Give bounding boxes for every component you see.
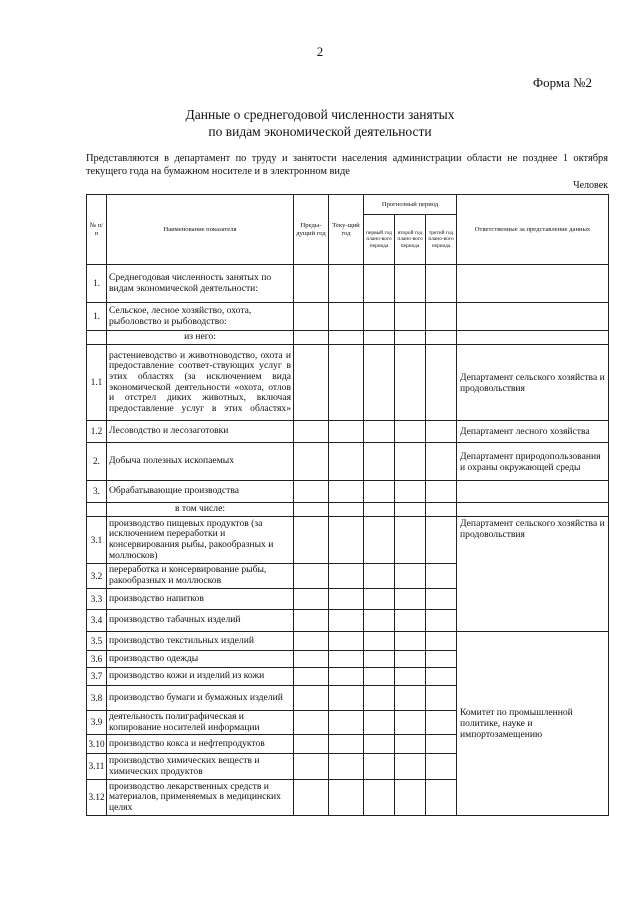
row-name: Сельское, лесное хозяйство, охота, рыболовство и рыбоводство:: [107, 303, 294, 331]
row-num: 3.3: [87, 589, 107, 610]
cell-first-year[interactable]: [364, 651, 395, 668]
header-prev-year: Преды-дущий год: [294, 195, 329, 265]
table-row: [87, 517, 609, 564]
cell-third-year[interactable]: [426, 632, 457, 651]
cell-current-year[interactable]: [329, 668, 364, 686]
header-num: № п/п: [87, 195, 107, 265]
table-row: [87, 265, 609, 303]
row-name: Обрабатывающие производства: [107, 481, 294, 503]
header-first-year: первый год плано-вого периода: [364, 215, 395, 265]
cell-third-year[interactable]: [426, 443, 457, 481]
intro-text: Представляются в департамент по труду и занятости населения администрации области не позднее 1 октября текущего года на бумажном носителе и в электронном виде: [86, 153, 608, 177]
cell-current-year[interactable]: [329, 517, 364, 564]
cell-prev-year[interactable]: [294, 345, 329, 421]
cell-first-year[interactable]: [364, 421, 395, 443]
cell-responsible: [457, 331, 609, 345]
cell-first-year[interactable]: [364, 345, 395, 421]
row-name: из него:: [107, 331, 294, 345]
table-row: [87, 303, 609, 331]
cell-prev-year[interactable]: [294, 754, 329, 780]
page-number: 2: [316, 44, 324, 59]
row-num: 1.1: [87, 345, 107, 421]
responsible-agriculture-2: Департамент сельского хозяйства и продовольствия: [457, 517, 609, 632]
cell-second-year[interactable]: [395, 632, 426, 651]
row-num: 3.5: [87, 632, 107, 651]
cell-prev-year[interactable]: [294, 517, 329, 564]
cell-current-year[interactable]: [329, 564, 364, 589]
cell-current-year[interactable]: [329, 711, 364, 735]
cell-first-year[interactable]: [364, 754, 395, 780]
row-name: производство химических веществ и химических продуктов: [107, 754, 294, 780]
cell-first-year[interactable]: [364, 443, 395, 481]
row-name: производство бумаги и бумажных изделий: [107, 686, 294, 711]
cell-prev-year[interactable]: [294, 610, 329, 632]
cell-third-year[interactable]: [426, 651, 457, 668]
row-name: растениеводство и животноводство, охота и предоставление соответ-ствующих услуг в этих областях (за исключением вида экономической деятельности «охота, отлов и отстрел диких животных, включая предоставление услуг в этих областях»: [107, 345, 294, 421]
cell-first-year[interactable]: [364, 589, 395, 610]
cell-prev-year[interactable]: [294, 668, 329, 686]
row-name: переработка и консервирование рыбы, ракообразных и моллюсков: [107, 564, 294, 589]
cell-prev-year[interactable]: [294, 331, 329, 345]
cell-second-year[interactable]: [395, 331, 426, 345]
title-line-2: по видам экономической деятельности: [208, 124, 432, 139]
row-num: 3.2: [87, 564, 107, 589]
cell-first-year[interactable]: [364, 503, 395, 517]
cell-first-year[interactable]: [364, 517, 395, 564]
cell-current-year[interactable]: [329, 503, 364, 517]
responsible-forestry: Департамент лесного хозяйства: [457, 421, 609, 443]
row-num: 3.6: [87, 651, 107, 668]
table-row: [87, 345, 609, 421]
cell-first-year[interactable]: [364, 668, 395, 686]
cell-second-year[interactable]: [395, 345, 426, 421]
cell-third-year[interactable]: [426, 711, 457, 735]
row-num: 1.: [87, 265, 107, 303]
cell-prev-year[interactable]: [294, 686, 329, 711]
cell-current-year[interactable]: [329, 589, 364, 610]
row-name: производство одежды: [107, 651, 294, 668]
cell-responsible: [457, 481, 609, 503]
cell-first-year[interactable]: [364, 686, 395, 711]
cell-second-year[interactable]: [395, 711, 426, 735]
unit-label: Человек: [573, 180, 608, 191]
cell-second-year[interactable]: [395, 668, 426, 686]
row-num: 3.10: [87, 735, 107, 754]
cell-prev-year[interactable]: [294, 632, 329, 651]
employment-table: [86, 194, 609, 816]
table-row: [87, 443, 609, 481]
cell-current-year[interactable]: [329, 303, 364, 331]
row-name: Лесоводство и лесозаготовки: [107, 421, 294, 443]
cell-third-year[interactable]: [426, 303, 457, 331]
row-num: [87, 503, 107, 517]
cell-second-year[interactable]: [395, 421, 426, 443]
cell-current-year[interactable]: [329, 443, 364, 481]
row-num: [87, 331, 107, 345]
responsible-industry: Комитет по промышленной политике, науке и импортозамещению: [457, 632, 609, 816]
cell-third-year[interactable]: [426, 754, 457, 780]
cell-prev-year[interactable]: [294, 711, 329, 735]
title-line-1: Данные о среднегодовой численности занятых: [185, 107, 455, 122]
table-row: [87, 421, 609, 443]
header-current-year: Теку-щий год: [329, 195, 364, 265]
cell-current-year[interactable]: [329, 686, 364, 711]
cell-first-year[interactable]: [364, 564, 395, 589]
cell-second-year[interactable]: [395, 686, 426, 711]
cell-current-year[interactable]: [329, 345, 364, 421]
cell-second-year[interactable]: [395, 564, 426, 589]
row-num: 1.: [87, 303, 107, 331]
cell-first-year[interactable]: [364, 331, 395, 345]
cell-third-year[interactable]: [426, 686, 457, 711]
row-name: производство табачных изделий: [107, 610, 294, 632]
row-name: производство кожи и изделий из кожи: [107, 668, 294, 686]
cell-second-year[interactable]: [395, 651, 426, 668]
cell-third-year[interactable]: [426, 517, 457, 564]
document-title: [0, 106, 640, 140]
cell-third-year[interactable]: [426, 345, 457, 421]
cell-prev-year[interactable]: [294, 564, 329, 589]
cell-second-year[interactable]: [395, 503, 426, 517]
cell-first-year[interactable]: [364, 711, 395, 735]
cell-responsible: [457, 265, 609, 303]
cell-prev-year[interactable]: [294, 265, 329, 303]
header-second-year: второй год плано-вого периода: [395, 215, 426, 265]
cell-first-year[interactable]: [364, 481, 395, 503]
row-num: 3.1: [87, 517, 107, 564]
cell-third-year[interactable]: [426, 668, 457, 686]
cell-third-year[interactable]: [426, 780, 457, 816]
cell-current-year[interactable]: [329, 754, 364, 780]
cell-prev-year[interactable]: [294, 651, 329, 668]
row-num: 3.9: [87, 711, 107, 735]
row-name: производство кокса и нефтепродуктов: [107, 735, 294, 754]
row-num: 3.4: [87, 610, 107, 632]
cell-prev-year[interactable]: [294, 443, 329, 481]
cell-prev-year[interactable]: [294, 589, 329, 610]
cell-current-year[interactable]: [329, 265, 364, 303]
cell-second-year[interactable]: [395, 610, 426, 632]
cell-third-year[interactable]: [426, 481, 457, 503]
cell-second-year[interactable]: [395, 589, 426, 610]
cell-second-year[interactable]: [395, 754, 426, 780]
cell-responsible: [457, 303, 609, 331]
cell-third-year[interactable]: [426, 331, 457, 345]
row-name: производство пищевых продуктов (за исключением переработки и консервирования рыбы, ракообразных и моллюсков): [107, 517, 294, 564]
cell-second-year[interactable]: [395, 303, 426, 331]
cell-second-year[interactable]: [395, 481, 426, 503]
cell-current-year[interactable]: [329, 610, 364, 632]
row-name: Среднегодовая численность занятых по видам экономической деятельности:: [107, 265, 294, 303]
cell-first-year[interactable]: [364, 610, 395, 632]
header-name: Наименование показателя: [107, 195, 294, 265]
cell-third-year[interactable]: [426, 589, 457, 610]
cell-second-year[interactable]: [395, 735, 426, 754]
row-num: 3.8: [87, 686, 107, 711]
header-third-year: третий год плано-вого периода: [426, 215, 457, 265]
row-name: в том числе:: [107, 503, 294, 517]
responsible-nature: Департамент природопользования и охраны окружающей среды: [457, 443, 609, 481]
cell-first-year[interactable]: [364, 632, 395, 651]
header-responsible: Ответственные за представление данных: [457, 195, 609, 265]
cell-prev-year[interactable]: [294, 421, 329, 443]
cell-current-year[interactable]: [329, 481, 364, 503]
row-num: 3.11: [87, 754, 107, 780]
row-num: 3.7: [87, 668, 107, 686]
cell-second-year[interactable]: [395, 265, 426, 303]
table-row: [87, 331, 609, 345]
header-forecast: Прогнозный период: [364, 195, 457, 215]
cell-prev-year[interactable]: [294, 503, 329, 517]
row-name: производство напитков: [107, 589, 294, 610]
cell-first-year[interactable]: [364, 735, 395, 754]
row-name: производство текстильных изделий: [107, 632, 294, 651]
cell-current-year[interactable]: [329, 421, 364, 443]
cell-prev-year[interactable]: [294, 780, 329, 816]
cell-prev-year[interactable]: [294, 303, 329, 331]
cell-first-year[interactable]: [364, 780, 395, 816]
row-name: Добыча полезных ископаемых: [107, 443, 294, 481]
cell-third-year[interactable]: [426, 265, 457, 303]
cell-third-year[interactable]: [426, 564, 457, 589]
cell-current-year[interactable]: [329, 780, 364, 816]
table-row: [87, 632, 609, 651]
table-row: [87, 481, 609, 503]
responsible-agriculture-1: Департамент сельского хозяйства и продовольствия: [457, 345, 609, 421]
cell-current-year[interactable]: [329, 331, 364, 345]
cell-first-year[interactable]: [364, 265, 395, 303]
cell-third-year[interactable]: [426, 610, 457, 632]
cell-second-year[interactable]: [395, 517, 426, 564]
cell-current-year[interactable]: [329, 632, 364, 651]
cell-third-year[interactable]: [426, 421, 457, 443]
row-num: 1.2: [87, 421, 107, 443]
row-num: 2.: [87, 443, 107, 481]
row-num: 3.12: [87, 780, 107, 816]
cell-first-year[interactable]: [364, 303, 395, 331]
cell-prev-year[interactable]: [294, 481, 329, 503]
cell-current-year[interactable]: [329, 651, 364, 668]
row-num: 3.: [87, 481, 107, 503]
form-label: Форма №2: [532, 75, 592, 90]
cell-prev-year[interactable]: [294, 735, 329, 754]
cell-third-year[interactable]: [426, 503, 457, 517]
cell-third-year[interactable]: [426, 735, 457, 754]
table-row: [87, 503, 609, 517]
cell-second-year[interactable]: [395, 443, 426, 481]
cell-responsible: [457, 503, 609, 517]
row-name: деятельность полиграфическая и копирование носителей информации: [107, 711, 294, 735]
cell-second-year[interactable]: [395, 780, 426, 816]
cell-current-year[interactable]: [329, 735, 364, 754]
row-name: производство лекарственных средств и материалов, применяемых в медицинских целях: [107, 780, 294, 816]
